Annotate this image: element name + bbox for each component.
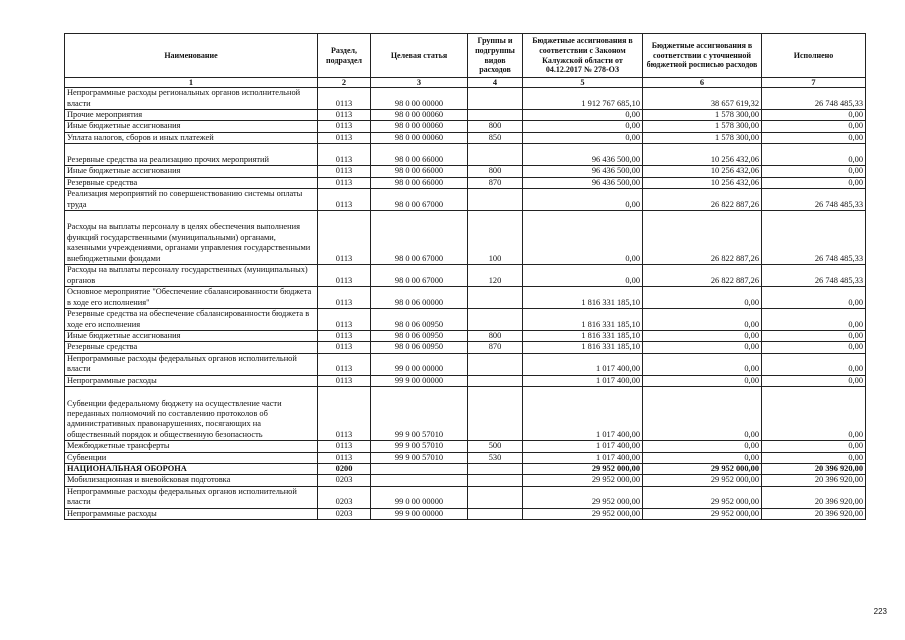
table-row	[65, 88, 866, 110]
row-article	[371, 475, 468, 486]
row-law-amount: 1 816 331 185,10	[523, 331, 643, 342]
table-row	[65, 265, 866, 287]
row-section: 0113	[318, 88, 371, 110]
row-section: 0113	[318, 342, 371, 353]
row-revised-amount: 29 952 000,00	[643, 464, 762, 475]
row-article: 98 0 06 00000	[371, 287, 468, 309]
row-group	[468, 309, 523, 331]
row-law-amount: 0,00	[523, 211, 643, 265]
column-number: 3	[371, 78, 468, 88]
row-name: Непрограммные расходы	[65, 508, 318, 519]
table-row	[65, 211, 866, 265]
row-name: Иные бюджетные ассигнования	[65, 331, 318, 342]
row-group: 850	[468, 132, 523, 143]
header-law: Бюджетные ассигнования в соответствии с Законом Калужской области от 04.12.2017 № 278-ОЗ	[523, 34, 643, 78]
row-group: 120	[468, 265, 523, 287]
row-section: 0113	[318, 452, 371, 463]
row-name: Расходы на выплаты персоналу в целях обеспечения выполнения функций государственными (муниципальными) органами, казенными учреждениями, органами управления государственными внебюджетными фондами	[65, 211, 318, 265]
row-executed-amount: 20 396 920,00	[762, 508, 866, 519]
budget-execution-table	[64, 33, 866, 520]
row-section: 0113	[318, 211, 371, 265]
table-row	[65, 475, 866, 486]
row-group: 100	[468, 211, 523, 265]
row-name: Иные бюджетные ассигнования	[65, 166, 318, 177]
table-row	[65, 464, 866, 475]
table-row	[65, 441, 866, 452]
column-number-row	[65, 78, 866, 88]
row-executed-amount: 0,00	[762, 166, 866, 177]
header-executed: Исполнено	[762, 34, 866, 78]
row-executed-amount: 0,00	[762, 132, 866, 143]
row-revised-amount: 0,00	[643, 441, 762, 452]
row-article: 99 9 00 57010	[371, 387, 468, 441]
row-revised-amount: 0,00	[643, 375, 762, 386]
row-executed-amount: 0,00	[762, 441, 866, 452]
table-row	[65, 121, 866, 132]
table-row	[65, 387, 866, 441]
table-row	[65, 287, 866, 309]
row-group	[468, 287, 523, 309]
row-section: 0113	[318, 441, 371, 452]
row-group	[468, 375, 523, 386]
table-row	[65, 189, 866, 211]
row-revised-amount: 0,00	[643, 353, 762, 375]
row-executed-amount: 0,00	[762, 452, 866, 463]
row-name: Уплата налогов, сборов и иных платежей	[65, 132, 318, 143]
row-law-amount: 96 436 500,00	[523, 144, 643, 166]
row-article: 99 9 00 00000	[371, 375, 468, 386]
header-row	[65, 34, 866, 78]
table-row	[65, 132, 866, 143]
row-article: 98 0 00 00000	[371, 88, 468, 110]
row-section: 0203	[318, 475, 371, 486]
row-group: 800	[468, 331, 523, 342]
table-row	[65, 353, 866, 375]
row-executed-amount: 26 748 485,33	[762, 265, 866, 287]
row-name: Непрограммные расходы федеральных органов исполнительной власти	[65, 353, 318, 375]
row-law-amount: 1 912 767 685,10	[523, 88, 643, 110]
row-group: 500	[468, 441, 523, 452]
row-law-amount: 1 816 331 185,10	[523, 287, 643, 309]
row-executed-amount: 20 396 920,00	[762, 464, 866, 475]
row-revised-amount: 1 578 300,00	[643, 132, 762, 143]
row-group	[468, 508, 523, 519]
row-group: 800	[468, 121, 523, 132]
table-row	[65, 375, 866, 386]
row-article: 99 9 00 57010	[371, 441, 468, 452]
row-law-amount: 96 436 500,00	[523, 166, 643, 177]
column-number: 7	[762, 78, 866, 88]
row-executed-amount: 0,00	[762, 353, 866, 375]
row-group	[468, 387, 523, 441]
column-number: 6	[643, 78, 762, 88]
row-revised-amount: 0,00	[643, 309, 762, 331]
row-revised-amount: 1 578 300,00	[643, 110, 762, 121]
row-section: 0113	[318, 132, 371, 143]
row-law-amount: 0,00	[523, 121, 643, 132]
row-section: 0113	[318, 331, 371, 342]
row-group: 870	[468, 177, 523, 188]
table-row	[65, 309, 866, 331]
row-revised-amount: 10 256 432,06	[643, 144, 762, 166]
row-revised-amount: 0,00	[643, 287, 762, 309]
row-name: Резервные средства на обеспечение сбалансированности бюджета в ходе его исполнения	[65, 309, 318, 331]
row-group	[468, 110, 523, 121]
row-section: 0113	[318, 309, 371, 331]
row-law-amount: 1 816 331 185,10	[523, 309, 643, 331]
row-law-amount: 0,00	[523, 110, 643, 121]
row-revised-amount: 10 256 432,06	[643, 177, 762, 188]
row-revised-amount: 0,00	[643, 452, 762, 463]
header-article: Целевая статья	[371, 34, 468, 78]
row-revised-amount: 0,00	[643, 387, 762, 441]
page-number: 223	[873, 607, 887, 616]
row-section: 0113	[318, 387, 371, 441]
row-group	[468, 88, 523, 110]
table-row	[65, 508, 866, 519]
row-article: 98 0 00 00060	[371, 121, 468, 132]
row-name: Субвенции федеральному бюджету на осуществление части переданных полномочий по составлению протоколов об административных правонарушениях, посягающих на общественный порядок и общественную безопасность	[65, 387, 318, 441]
row-revised-amount: 26 822 887,26	[643, 211, 762, 265]
row-name: Непрограммные расходы региональных органов исполнительной власти	[65, 88, 318, 110]
row-law-amount: 1 017 400,00	[523, 441, 643, 452]
row-name: Расходы на выплаты персоналу государственных (муниципальных) органов	[65, 265, 318, 287]
row-article: 99 9 00 00000	[371, 508, 468, 519]
row-executed-amount: 0,00	[762, 342, 866, 353]
row-name: Иные бюджетные ассигнования	[65, 121, 318, 132]
table-row	[65, 177, 866, 188]
row-law-amount: 1 017 400,00	[523, 375, 643, 386]
row-name: Межбюджетные трансферты	[65, 441, 318, 452]
row-article: 99 9 00 57010	[371, 452, 468, 463]
table-row	[65, 166, 866, 177]
row-executed-amount: 26 748 485,33	[762, 211, 866, 265]
row-executed-amount: 0,00	[762, 309, 866, 331]
row-group	[468, 144, 523, 166]
row-article: 98 0 00 66000	[371, 166, 468, 177]
row-section: 0113	[318, 189, 371, 211]
header-groups: Группы и подгруппы видов расходов	[468, 34, 523, 78]
header-name: Наименование	[65, 34, 318, 78]
row-group	[468, 464, 523, 475]
row-executed-amount: 0,00	[762, 375, 866, 386]
row-article: 98 0 00 00060	[371, 110, 468, 121]
header-revised: Бюджетные ассигнования в соответствии с уточненной бюджетной росписью расходов	[643, 34, 762, 78]
table-row	[65, 486, 866, 508]
row-revised-amount: 26 822 887,26	[643, 189, 762, 211]
row-law-amount: 0,00	[523, 132, 643, 143]
table-row	[65, 452, 866, 463]
row-law-amount: 29 952 000,00	[523, 464, 643, 475]
row-article: 98 0 00 00060	[371, 132, 468, 143]
row-article: 99 0 00 00000	[371, 486, 468, 508]
row-name: НАЦИОНАЛЬНАЯ ОБОРОНА	[65, 464, 318, 475]
table-body	[65, 88, 866, 520]
row-law-amount: 0,00	[523, 265, 643, 287]
row-name: Субвенции	[65, 452, 318, 463]
row-executed-amount: 0,00	[762, 331, 866, 342]
row-name: Непрограммные расходы федеральных органов исполнительной власти	[65, 486, 318, 508]
row-name: Реализация мероприятий по совершенствованию системы оплаты труда	[65, 189, 318, 211]
row-law-amount: 96 436 500,00	[523, 177, 643, 188]
row-name: Мобилизационная и вневойсковая подготовка	[65, 475, 318, 486]
row-section: 0113	[318, 375, 371, 386]
row-revised-amount: 29 952 000,00	[643, 475, 762, 486]
row-section: 0113	[318, 353, 371, 375]
row-group	[468, 353, 523, 375]
row-name: Основное мероприятие "Обеспечение сбалансированности бюджета в ходе его исполнения"	[65, 287, 318, 309]
table-row	[65, 342, 866, 353]
row-executed-amount: 0,00	[762, 144, 866, 166]
row-article: 98 0 00 66000	[371, 144, 468, 166]
row-law-amount: 1 017 400,00	[523, 452, 643, 463]
row-name: Прочие мероприятия	[65, 110, 318, 121]
row-revised-amount: 38 657 619,32	[643, 88, 762, 110]
row-section: 0113	[318, 265, 371, 287]
column-number: 1	[65, 78, 318, 88]
header-section: Раздел, подраздел	[318, 34, 371, 78]
row-law-amount: 1 816 331 185,10	[523, 342, 643, 353]
row-revised-amount: 0,00	[643, 331, 762, 342]
row-section: 0203	[318, 508, 371, 519]
row-group: 870	[468, 342, 523, 353]
row-group: 800	[468, 166, 523, 177]
row-law-amount: 1 017 400,00	[523, 387, 643, 441]
column-number: 4	[468, 78, 523, 88]
row-group	[468, 486, 523, 508]
budget-table-sheet	[64, 33, 865, 520]
row-executed-amount: 26 748 485,33	[762, 88, 866, 110]
row-name: Резервные средства	[65, 342, 318, 353]
table-row	[65, 110, 866, 121]
row-group: 530	[468, 452, 523, 463]
row-executed-amount: 0,00	[762, 287, 866, 309]
row-section: 0113	[318, 144, 371, 166]
row-article	[371, 464, 468, 475]
row-executed-amount: 0,00	[762, 177, 866, 188]
row-section: 0113	[318, 287, 371, 309]
row-law-amount: 29 952 000,00	[523, 508, 643, 519]
row-article: 98 0 00 67000	[371, 265, 468, 287]
row-revised-amount: 29 952 000,00	[643, 486, 762, 508]
row-section: 0113	[318, 166, 371, 177]
row-section: 0200	[318, 464, 371, 475]
row-section: 0113	[318, 177, 371, 188]
row-law-amount: 1 017 400,00	[523, 353, 643, 375]
row-article: 98 0 00 67000	[371, 189, 468, 211]
row-name: Резервные средства	[65, 177, 318, 188]
row-name: Непрограммные расходы	[65, 375, 318, 386]
row-executed-amount: 20 396 920,00	[762, 475, 866, 486]
row-article: 98 0 00 66000	[371, 177, 468, 188]
row-executed-amount: 0,00	[762, 110, 866, 121]
row-law-amount: 0,00	[523, 189, 643, 211]
row-revised-amount: 1 578 300,00	[643, 121, 762, 132]
row-group	[468, 189, 523, 211]
table-row	[65, 331, 866, 342]
row-article: 98 0 06 00950	[371, 331, 468, 342]
row-article: 98 0 06 00950	[371, 309, 468, 331]
row-article: 98 0 00 67000	[371, 211, 468, 265]
row-executed-amount: 20 396 920,00	[762, 486, 866, 508]
column-number: 5	[523, 78, 643, 88]
table-row	[65, 144, 866, 166]
row-revised-amount: 0,00	[643, 342, 762, 353]
row-section: 0113	[318, 110, 371, 121]
column-number: 2	[318, 78, 371, 88]
row-article: 99 0 00 00000	[371, 353, 468, 375]
row-law-amount: 29 952 000,00	[523, 475, 643, 486]
row-revised-amount: 29 952 000,00	[643, 508, 762, 519]
row-section: 0113	[318, 121, 371, 132]
row-executed-amount: 26 748 485,33	[762, 189, 866, 211]
row-executed-amount: 0,00	[762, 387, 866, 441]
row-revised-amount: 10 256 432,06	[643, 166, 762, 177]
row-section: 0203	[318, 486, 371, 508]
row-group	[468, 475, 523, 486]
row-revised-amount: 26 822 887,26	[643, 265, 762, 287]
row-law-amount: 29 952 000,00	[523, 486, 643, 508]
row-name: Резервные средства на реализацию прочих мероприятий	[65, 144, 318, 166]
row-article: 98 0 06 00950	[371, 342, 468, 353]
row-executed-amount: 0,00	[762, 121, 866, 132]
